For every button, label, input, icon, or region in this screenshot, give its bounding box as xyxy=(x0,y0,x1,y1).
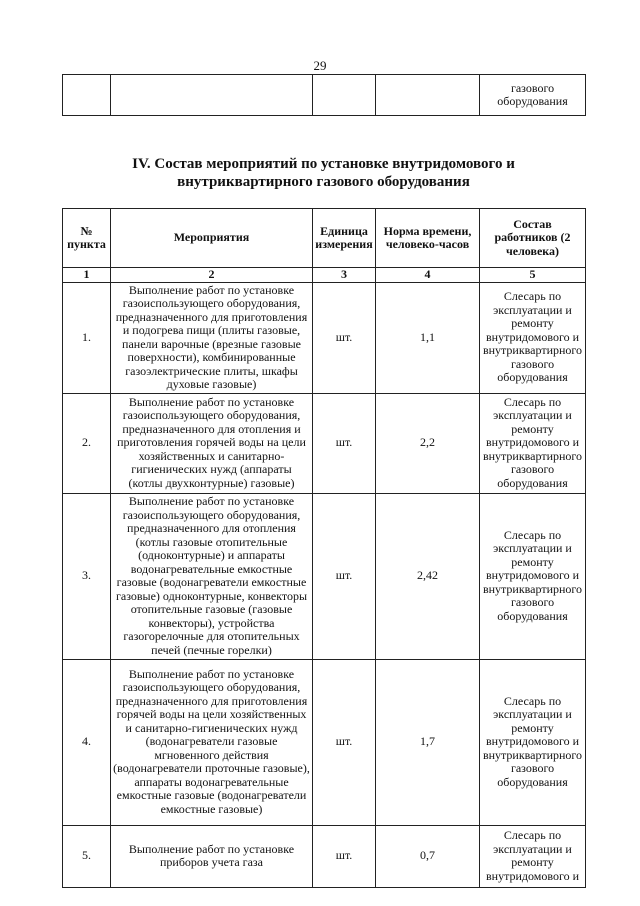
table-row xyxy=(63,493,586,659)
header-workers: Состав работников (2 человека) xyxy=(480,209,586,268)
row-unit: шт. xyxy=(313,393,376,493)
row-norm: 2,2 xyxy=(376,393,480,493)
cell-workers: газового оборудования xyxy=(480,75,586,116)
page-number: 29 xyxy=(313,58,327,73)
row-activity: Выполнение работ по установке газоиспользующего оборудования, предназначенного для отопления и приготовления горячей воды на цели хозяйственных и санитарно-гигиенических нужд (аппараты (котлы двухконтурные) газовые) xyxy=(111,393,313,493)
activities-table xyxy=(62,208,586,888)
header-num: № пункта xyxy=(63,209,111,268)
section-title-line1: IV. Состав мероприятий по установке внутридомового и xyxy=(132,156,515,172)
section-title-line2: внутриквартирного газового оборудования xyxy=(177,174,470,190)
row-unit: шт. xyxy=(313,493,376,659)
row-num: 4. xyxy=(63,659,111,825)
header-row xyxy=(63,209,586,268)
column-number: 4 xyxy=(376,268,480,283)
cell-norm xyxy=(376,75,480,116)
header-activity: Мероприятия xyxy=(111,209,313,268)
row-workers: Слесарь по эксплуатации и ремонту внутридомового и внутриквартирного газового оборудования xyxy=(480,282,586,393)
row-unit: шт. xyxy=(313,659,376,825)
cell-unit xyxy=(313,75,376,116)
cell-num xyxy=(63,75,111,116)
section-title xyxy=(62,155,585,191)
column-number: 1 xyxy=(63,268,111,283)
column-number: 3 xyxy=(313,268,376,283)
header-unit: Единица измерения xyxy=(313,209,376,268)
continued-table xyxy=(62,74,586,116)
row-workers: Слесарь по эксплуатации и ремонту внутридомового и внутриквартирного газового оборудования xyxy=(480,659,586,825)
row-norm: 0,7 xyxy=(376,825,480,887)
table-row xyxy=(63,393,586,493)
cell-activity xyxy=(111,75,313,116)
header-norm: Норма времени, человеко-часов xyxy=(376,209,480,268)
row-workers: Слесарь по эксплуатации и ремонту внутридомового и внутриквартирного газового оборудования xyxy=(480,393,586,493)
row-unit: шт. xyxy=(313,825,376,887)
row-num: 1. xyxy=(63,282,111,393)
row-activity: Выполнение работ по установке газоиспользующего оборудования, предназначенного для отопления (котлы газовые отопительные (одноконтурные) и аппараты водонагревательные емкостные газовые (водонагреватели емкостные газовые) одноконтурные, конвекторы отопительные газовые (газовые конвекторы), устройства газогорелочные для отопительных печей (печные горелки) xyxy=(111,493,313,659)
row-norm: 1,1 xyxy=(376,282,480,393)
column-number: 2 xyxy=(111,268,313,283)
table-row xyxy=(63,75,586,116)
row-unit: шт. xyxy=(313,282,376,393)
table-row xyxy=(63,659,586,825)
column-number: 5 xyxy=(480,268,586,283)
column-number-row xyxy=(63,268,586,283)
row-num: 2. xyxy=(63,393,111,493)
row-workers: Слесарь по эксплуатации и ремонту внутридомового и xyxy=(480,825,586,887)
table-row xyxy=(63,282,586,393)
row-workers: Слесарь по эксплуатации и ремонту внутридомового и внутриквартирного газового оборудования xyxy=(480,493,586,659)
row-num: 5. xyxy=(63,825,111,887)
row-activity: Выполнение работ по установке газоиспользующего оборудования, предназначенного для приготовления горячей воды на цели хозяйственных и санитарно-гигиенических нужд (водонагреватели газовые мгновенного действия (водонагреватели проточные газовые), аппараты водонагревательные емкостные газовые (водонагреватели емкостные газовые) xyxy=(111,659,313,825)
row-norm: 1,7 xyxy=(376,659,480,825)
row-activity: Выполнение работ по установке приборов учета газа xyxy=(111,825,313,887)
row-num: 3. xyxy=(63,493,111,659)
table-row xyxy=(63,825,586,887)
row-norm: 2,42 xyxy=(376,493,480,659)
row-activity: Выполнение работ по установке газоиспользующего оборудования, предназначенного для приготовления и подогрева пищи (плиты газовые, панели варочные (врезные газовые поверхности), комбинированные газоэлектрические плиты, шкафы духовые газовые) xyxy=(111,282,313,393)
